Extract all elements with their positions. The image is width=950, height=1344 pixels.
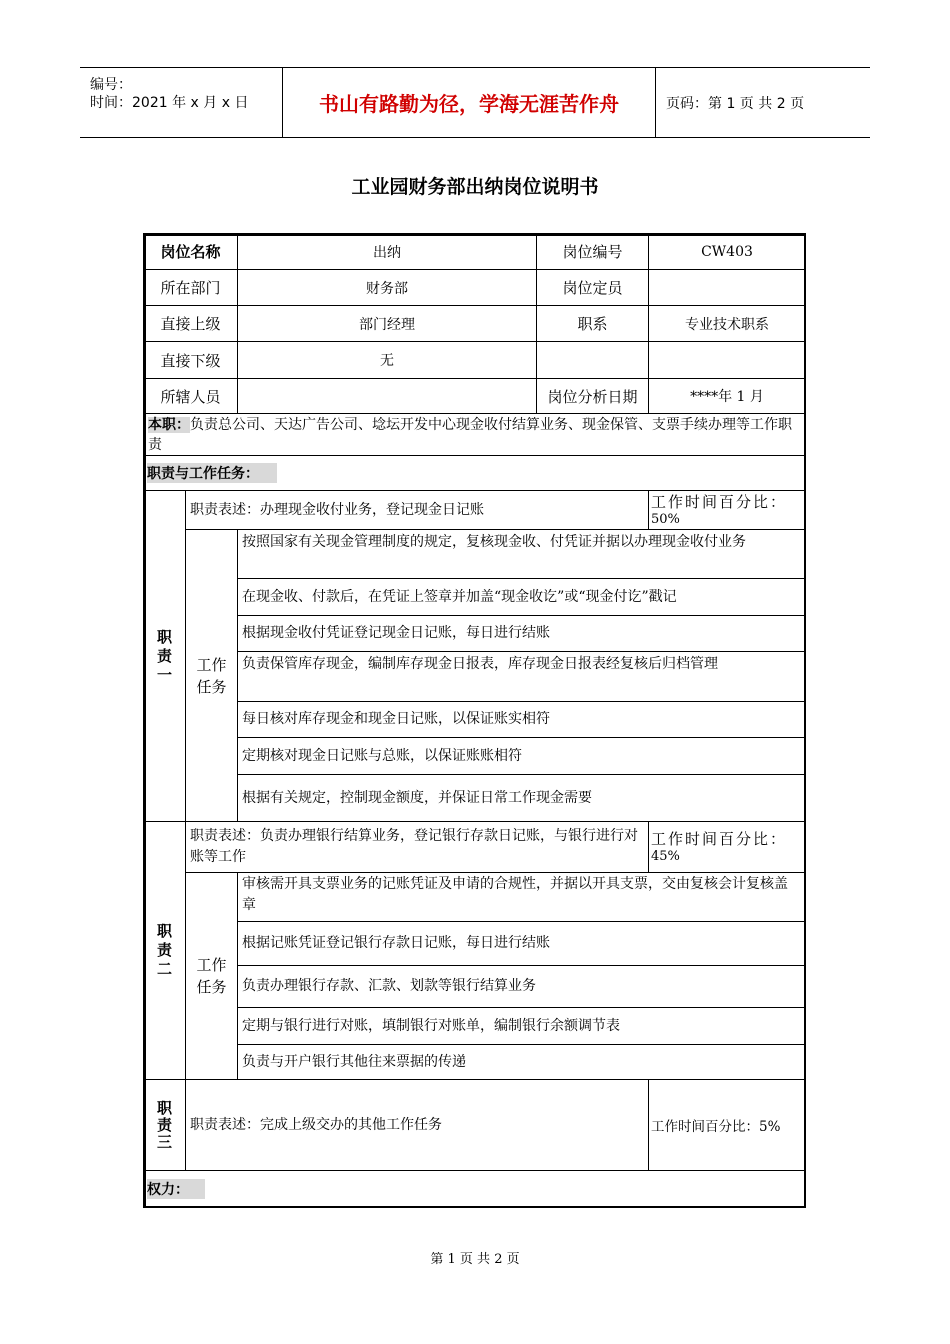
duty-3-label — [143, 1079, 186, 1171]
duty-3-description: 职责表述：完成上级交办的其他工作任务 — [190, 1116, 442, 1133]
duty-1-pct-value: 50% — [651, 512, 680, 527]
empty-label-r4 — [536, 341, 649, 379]
value-superior: 部门经理 — [237, 305, 537, 342]
duty-2-task-4: 定期与银行进行对账，填制银行对账单，编制银行余额调节表 — [237, 1007, 806, 1045]
duty-1-description: 职责表述：办理现金收付业务，登记现金日记账 — [190, 501, 484, 518]
duty-1-task-5: 每日核对库存现金和现金日记账，以保证账实相符 — [237, 701, 806, 738]
duty-2-pct-cell — [648, 821, 806, 873]
label-superior: 直接上级 — [143, 305, 238, 342]
value-position-code: CW403 — [648, 233, 806, 270]
duty-1-pct-label: 工作时间百分比： — [651, 493, 788, 511]
job-description-table — [144, 234, 806, 1208]
duty-2-task-label — [185, 872, 238, 1080]
duty-1-label — [143, 490, 186, 822]
label-subordinate: 直接下级 — [143, 341, 238, 379]
empty-value-r4 — [648, 341, 806, 379]
duty-1-task-4: 负责保管库存现金，编制库存现金日报表，库存现金日报表经复核后归档管理 — [237, 651, 806, 702]
label-department: 所在部门 — [143, 269, 238, 306]
label-position-code: 岗位编号 — [536, 233, 649, 270]
duty-3-desc-cell — [185, 1079, 649, 1171]
value-job-family: 专业技术职系 — [648, 305, 806, 342]
duty-1-task-label — [185, 529, 238, 822]
duties-section-row — [143, 455, 806, 491]
document-title: 工业园财务部出纳岗位说明书 — [351, 176, 599, 198]
power-label: 权力： — [147, 1179, 205, 1199]
label-job-family: 职系 — [536, 305, 649, 342]
duty-1-task-6: 定期核对现金日记账与总账，以保证账账相符 — [237, 737, 806, 775]
duty-1-task-label-text: 工作任务 — [196, 655, 227, 696]
label-position-name: 岗位名称 — [143, 233, 238, 270]
label-analysis-date: 岗位分析日期 — [536, 378, 649, 414]
duty-2-pct-value: 45% — [651, 849, 680, 864]
header-slogan: 书山有路勤为径，学海无涯苦作舟 — [282, 68, 656, 137]
value-headcount — [648, 269, 806, 306]
duty-2-task-label-text: 工作任务 — [196, 956, 227, 996]
main-duty-text: 负责总公司、天达广告公司、埝坛开发中心现金收付结算业务、现金保管、支票手续办理等工作职责 — [148, 417, 792, 453]
doc-time: 时间：2021 年 x 月 x 日 — [90, 95, 249, 111]
duty-2-description: 职责表述：负责办理银行结算业务，登记银行存款日记账，与银行进行对账等工作 — [190, 828, 638, 865]
duty-3-pct: 工作时间百分比：5% — [651, 1119, 781, 1135]
header-meta — [80, 68, 282, 137]
doc-number: 编号： — [90, 77, 132, 93]
value-position-name: 出纳 — [237, 233, 537, 270]
duty-3-label-text: 职责三 — [156, 1098, 172, 1151]
duty-2-label-text: 职责二 — [156, 922, 172, 978]
duty-2-desc-cell — [185, 821, 649, 873]
page-header — [80, 67, 870, 138]
power-row — [143, 1170, 806, 1208]
duty-2-label — [143, 821, 186, 1080]
main-duty-row — [143, 413, 806, 456]
label-staff: 所辖人员 — [143, 378, 238, 414]
duty-3-pct-cell — [648, 1079, 806, 1171]
label-headcount: 岗位定员 — [536, 269, 649, 306]
duties-section-label: 职责与工作任务： — [147, 463, 277, 483]
duty-2-task-2: 根据记账凭证登记银行存款日记账，每日进行结账 — [237, 921, 806, 966]
duty-1-pct-cell — [648, 490, 806, 530]
value-staff — [237, 378, 537, 414]
duty-2-task-5: 负责与开户银行其他往来票据的传递 — [237, 1044, 806, 1080]
duty-1-label-text: 职责一 — [156, 627, 172, 684]
duty-2-task-3: 负责办理银行存款、汇款、划款等银行结算业务 — [237, 965, 806, 1008]
main-duty-label: 本职： — [148, 417, 190, 433]
duty-1-task-2: 在现金收、付款后，在凭证上签章并加盖“现金收讫”或“现金付讫”戳记 — [237, 578, 806, 616]
duty-1-desc-cell — [185, 490, 649, 530]
value-department: 财务部 — [237, 269, 537, 306]
duty-2-pct-label: 工作时间百分比： — [651, 830, 788, 848]
duty-1-task-7: 根据有关规定，控制现金额度，并保证日常工作现金需要 — [237, 774, 806, 822]
duty-2-task-1: 审核需开具支票业务的记账凭证及申请的合规性，并据以开具支票，交由复核会计复核盖章 — [237, 872, 806, 922]
page-footer: 第 1 页 共 2 页 — [430, 1252, 520, 1267]
value-subordinate: 无 — [237, 341, 537, 379]
header-page-info: 页码：第 1 页 共 2 页 — [666, 95, 805, 112]
duty-1-task-3: 根据现金收付凭证登记现金日记账，每日进行结账 — [237, 615, 806, 652]
duty-1-task-1: 按照国家有关现金管理制度的规定，复核现金收、付凭证并据以办理现金收付业务 — [237, 529, 806, 579]
value-analysis-date: ****年 1 月 — [648, 378, 806, 414]
